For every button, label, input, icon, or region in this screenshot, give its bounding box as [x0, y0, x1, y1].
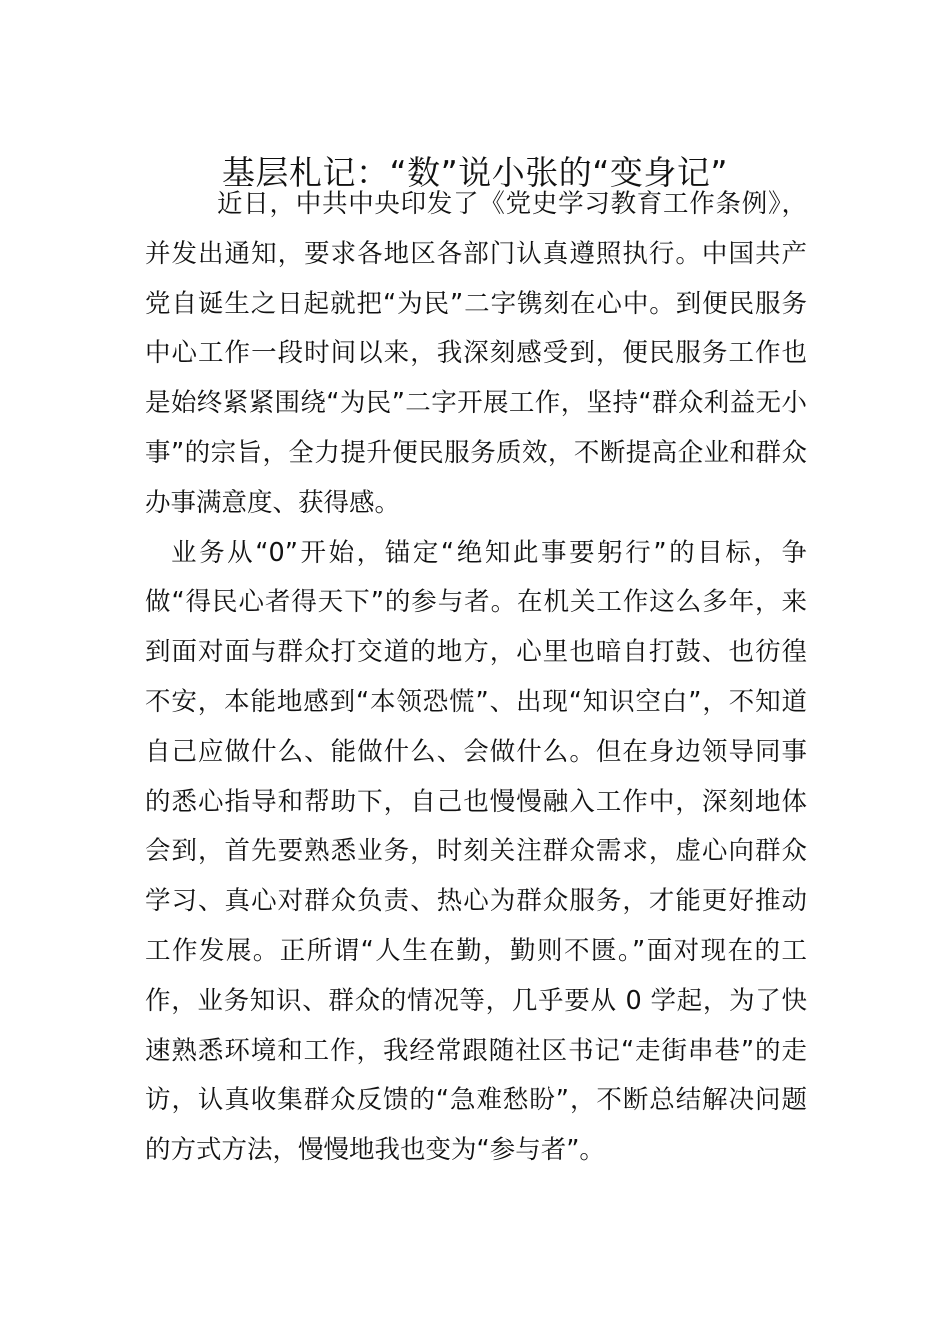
paragraph-2: 业务从“0”开始，锚定“绝知此事要躬行”的目标，争做“得民心者得天下”的参与者。在机关工作这么多年，来到面对面与群众打交道的地方，心里也暗自打鼓、也彷徨不安，本能地感到“本领恐慌”、出现“知识空白”，不知道自己应做什么、能做什么、会做什么。但在身边领导同事的悉心指导和帮助下，自己也慢慢融入工作中，深刻地体会到，首先要熟悉业务，时刻关注群众需求，虚心向群众学习、真心对群众负责、热心为群众服务，才能更好推动工作发展。正所谓“人生在勤，勤则不匮。”面对现在的工作，业务知识、群众的情况等，几乎要从 0 学起，为了快速熟悉环境和工作，我经常跟随社区书记“走街串巷”的走访，认真收集群众反馈的“急难愁盼”，不断总结解决问题的方式方法，慢慢地我也变为“参与者”。: [145, 537, 807, 1166]
document-title: 基层札记：“数”说小张的“变身记”: [222, 153, 728, 193]
paragraph-1: 近日，中共中央印发了《党史学习教育工作条例》，并发出通知，要求各地区各部门认真遵照执行。中国共产党自诞生之日起就把“为民”二字镌刻在心中。到便民服务中心工作一段时间以来，我深刻感受到，便民服务工作也是始终紧紧围绕“为民”二字开展工作，坚持“群众利益无小事”的宗旨，全力提升便民服务质效，不断提高企业和群众办事满意度、获得感。: [145, 189, 807, 518]
document-body: [145, 180, 807, 1176]
